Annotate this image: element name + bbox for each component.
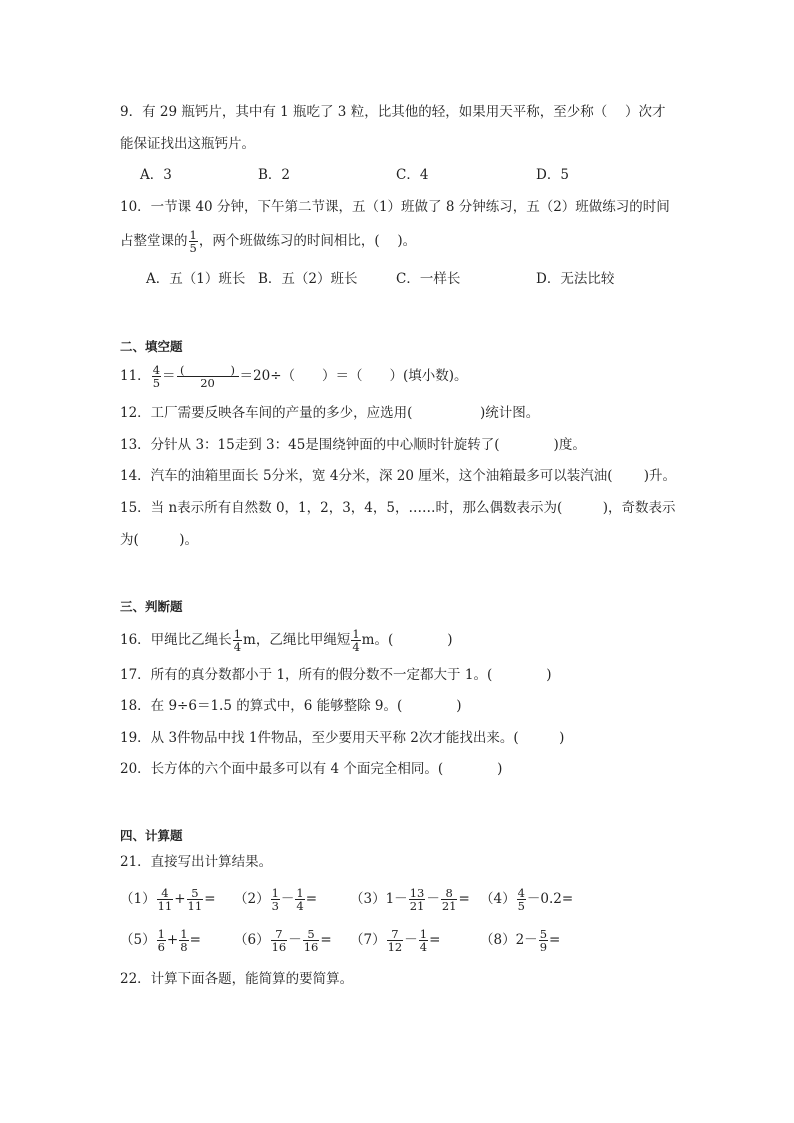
- q21-text: 21．直接写出计算结果。: [120, 854, 273, 870]
- calc-item-fraction-a-den: 9: [539, 940, 548, 954]
- calc-item-pre: 1－: [385, 891, 408, 907]
- q9-option-d: D．5: [536, 167, 569, 183]
- calc-item-equals: =: [429, 932, 441, 948]
- q16-fraction-1: [233, 628, 242, 653]
- calc-item: [480, 887, 573, 912]
- q10-option-a: A．五（1）班长: [146, 271, 246, 287]
- q10-text-post: ，两个班做练习的时间相比，( )。: [198, 233, 417, 249]
- calc-item-fraction-b: [179, 928, 188, 953]
- calc-item-fraction-a-den: 6: [157, 940, 165, 954]
- q10-text-pre: 占整堂课的: [120, 233, 188, 249]
- calc-item: [234, 887, 317, 912]
- calc-item-fraction-a-den: 3: [271, 899, 279, 913]
- q20-text: 20．长方体的六个面中最多可以有 4 个面完全相同。( ): [120, 761, 503, 777]
- q11-fraction-1-num: 4: [152, 363, 161, 377]
- q9-text-line2: 能保证找出这瓶钙片。: [120, 136, 255, 152]
- calc-item-fraction-b-den: 16: [303, 940, 319, 954]
- calc-item-operator: －: [288, 932, 302, 948]
- q9-option-b: B．2: [258, 167, 291, 183]
- q11-equals: ＝: [162, 368, 176, 384]
- q13-text: 13．分针从 3：15走到 3：45是围绕钟面的中心顺时针旋转了( )度。: [120, 437, 586, 453]
- calc-item-operator: －0.2: [526, 891, 562, 907]
- calc-item-operator: +: [174, 891, 186, 907]
- calc-item: [120, 928, 201, 953]
- q16-fraction-1-den: 4: [233, 640, 242, 654]
- q11-fraction-2-den: 20: [177, 376, 239, 389]
- calc-item-equals: =: [549, 932, 561, 948]
- calc-item: [350, 887, 470, 912]
- calc-item-equals: =: [458, 891, 470, 907]
- calc-item-pre: 2－: [515, 932, 538, 948]
- calc-item-fraction-b: [419, 928, 428, 953]
- q12-text: 12．工厂需要反映各车间的产量的多少，应选用( )统计图。: [120, 405, 540, 421]
- calc-item-fraction-a: [409, 887, 426, 912]
- calc-item-fraction-b: [187, 887, 204, 912]
- q19-text: 19．从 3件物品中找 1件物品，至少要用天平称 2次才能找出来。( ): [120, 730, 565, 746]
- calc-item-fraction-a: [539, 928, 548, 953]
- section-calc-heading: 四、计算题: [120, 828, 183, 843]
- q15-text-line2: 为( )。: [120, 532, 199, 548]
- calc-item-fraction-a: [387, 928, 404, 953]
- calc-item: [350, 928, 440, 953]
- q9-text-line1: 9．有 29 瓶钙片，其中有 1 瓶吃了 3 粒，比其他的轻，如果用天平称，至少称（ ）次才: [120, 104, 666, 120]
- calc-item-equals: =: [320, 932, 332, 948]
- calc-item-fraction-a-den: 16: [271, 940, 287, 954]
- q10-fraction-num: 1: [189, 228, 197, 242]
- q10-option-d: D．无法比较: [536, 271, 615, 287]
- q11-fraction-2: [177, 364, 239, 389]
- calc-item: [120, 887, 216, 912]
- calc-item-fraction-b-num: 5: [191, 886, 199, 900]
- section-judge-heading: 三、判断题: [120, 599, 183, 614]
- q9-option-c: C．4: [396, 167, 429, 183]
- calc-item-label: （6）: [234, 932, 270, 948]
- calc-item-fraction-b-den: 21: [441, 899, 457, 913]
- calc-item-label: （8）: [480, 932, 516, 948]
- calc-item-fraction-a-num: 1: [157, 927, 165, 941]
- q16-mid: m，乙绳比甲绳短: [243, 632, 351, 648]
- calc-item-fraction-a-num: 7: [391, 927, 399, 941]
- q11-fraction-1-den: 5: [152, 376, 161, 390]
- calc-item-fraction-b-den: 4: [296, 899, 304, 913]
- calc-item-fraction-a-den: 21: [409, 899, 425, 913]
- calc-item: [480, 928, 560, 953]
- q10-option-c: C．一样长: [396, 271, 461, 287]
- calc-item-label: （3）: [350, 891, 386, 907]
- q11-line: [120, 364, 468, 389]
- calc-item-fraction-b-den: 8: [180, 940, 188, 954]
- calc-item: [234, 928, 332, 953]
- calc-item-fraction-a-num: 4: [517, 886, 525, 900]
- calc-item-fraction-a: [157, 887, 174, 912]
- calc-item-label: （5）: [120, 932, 156, 948]
- q10-fraction-den: 5: [189, 241, 197, 255]
- q16-fraction-1-num: 1: [233, 627, 242, 641]
- q11-label: 11．: [120, 368, 151, 384]
- calc-item-fraction-a-num: 7: [275, 927, 283, 941]
- calc-item-operator: －: [280, 891, 295, 907]
- calc-item-fraction-b: [303, 928, 320, 953]
- calc-item-label: （7）: [350, 932, 386, 948]
- q16-fraction-2-num: 1: [352, 627, 360, 641]
- q16-line: [120, 628, 453, 653]
- calc-item-equals: =: [204, 891, 216, 907]
- q17-text: 17．所有的真分数都小于 1，所有的假分数不一定都大于 1。( ): [120, 667, 552, 683]
- calc-item-fraction-a: [271, 887, 280, 912]
- calc-item-fraction-a-den: 12: [387, 940, 403, 954]
- calc-item-fraction-b-den: 4: [419, 940, 428, 954]
- calc-item-label: （4）: [480, 891, 516, 907]
- calc-item-operator: －: [426, 891, 440, 907]
- calc-item-fraction-a-num: 1: [271, 886, 279, 900]
- calc-item-fraction-a: [271, 928, 288, 953]
- calc-item-operator: －: [404, 932, 418, 948]
- q16-fraction-2-den: 4: [352, 640, 360, 654]
- calc-item-operator: +: [166, 932, 179, 948]
- calc-item-equals: =: [561, 891, 574, 907]
- q10-option-b: B．五（2）班长: [258, 271, 358, 287]
- q11-fraction-2-num: ( ): [180, 363, 235, 377]
- calc-item-fraction-a-num: 13: [409, 886, 425, 900]
- q18-text: 18．在 9÷6＝1.5 的算式中，6 能够整除 9。( ): [120, 698, 462, 714]
- calc-item-fraction-a: [517, 887, 526, 912]
- calc-item-fraction-a-den: 5: [517, 899, 525, 913]
- calc-item-fraction-b-num: 1: [296, 886, 304, 900]
- q10-text-line1: 10．一节课 40 分钟，下午第二节课，五（1）班做了 8 分钟练习，五（2）班做练习的时间: [120, 199, 670, 215]
- calc-item-fraction-a: [157, 928, 166, 953]
- q16-pre: 16．甲绳比乙绳长: [120, 632, 232, 648]
- q11-rest: ＝20÷（ ）＝（ ）(填小数)。: [239, 368, 468, 384]
- calc-item-label: （2）: [234, 891, 270, 907]
- calc-item-fraction-a-num: 4: [161, 886, 169, 900]
- calc-item-fraction-a-num: 5: [539, 927, 548, 941]
- calc-item-fraction-a-den: 11: [157, 899, 173, 913]
- calc-item-equals: =: [189, 932, 201, 948]
- calc-item-fraction-b-num: 1: [419, 927, 428, 941]
- q14-text: 14．汽车的油箱里面长 5分米，宽 4分米，深 20 厘米，这个油箱最多可以装汽油( )升。: [120, 468, 677, 484]
- calc-item-label: （1）: [120, 891, 156, 907]
- q10-text-line2: [120, 229, 416, 254]
- calc-item-fraction-b: [441, 887, 458, 912]
- section-fill-heading: 二、填空题: [120, 339, 183, 354]
- calc-item-fraction-b-num: 8: [445, 886, 453, 900]
- q22-text: 22．计算下面各题，能简算的要简算。: [120, 971, 354, 987]
- calc-item-fraction-b: [295, 887, 304, 912]
- q11-fraction-1: [152, 364, 161, 389]
- calc-item-fraction-b-den: 11: [187, 899, 203, 913]
- q16-post: m。( ): [361, 632, 453, 648]
- q9-option-a: A．3: [140, 167, 172, 183]
- calc-item-equals: =: [305, 891, 318, 907]
- q15-text-line1: 15．当 n表示所有自然数 0，1，2，3，4，5，……时，那么偶数表示为( )，奇数表示: [120, 500, 676, 516]
- q10-fraction: [189, 229, 198, 254]
- calc-item-fraction-b-num: 1: [180, 927, 188, 941]
- q16-fraction-2: [351, 628, 360, 653]
- calc-item-fraction-b-num: 5: [307, 927, 315, 941]
